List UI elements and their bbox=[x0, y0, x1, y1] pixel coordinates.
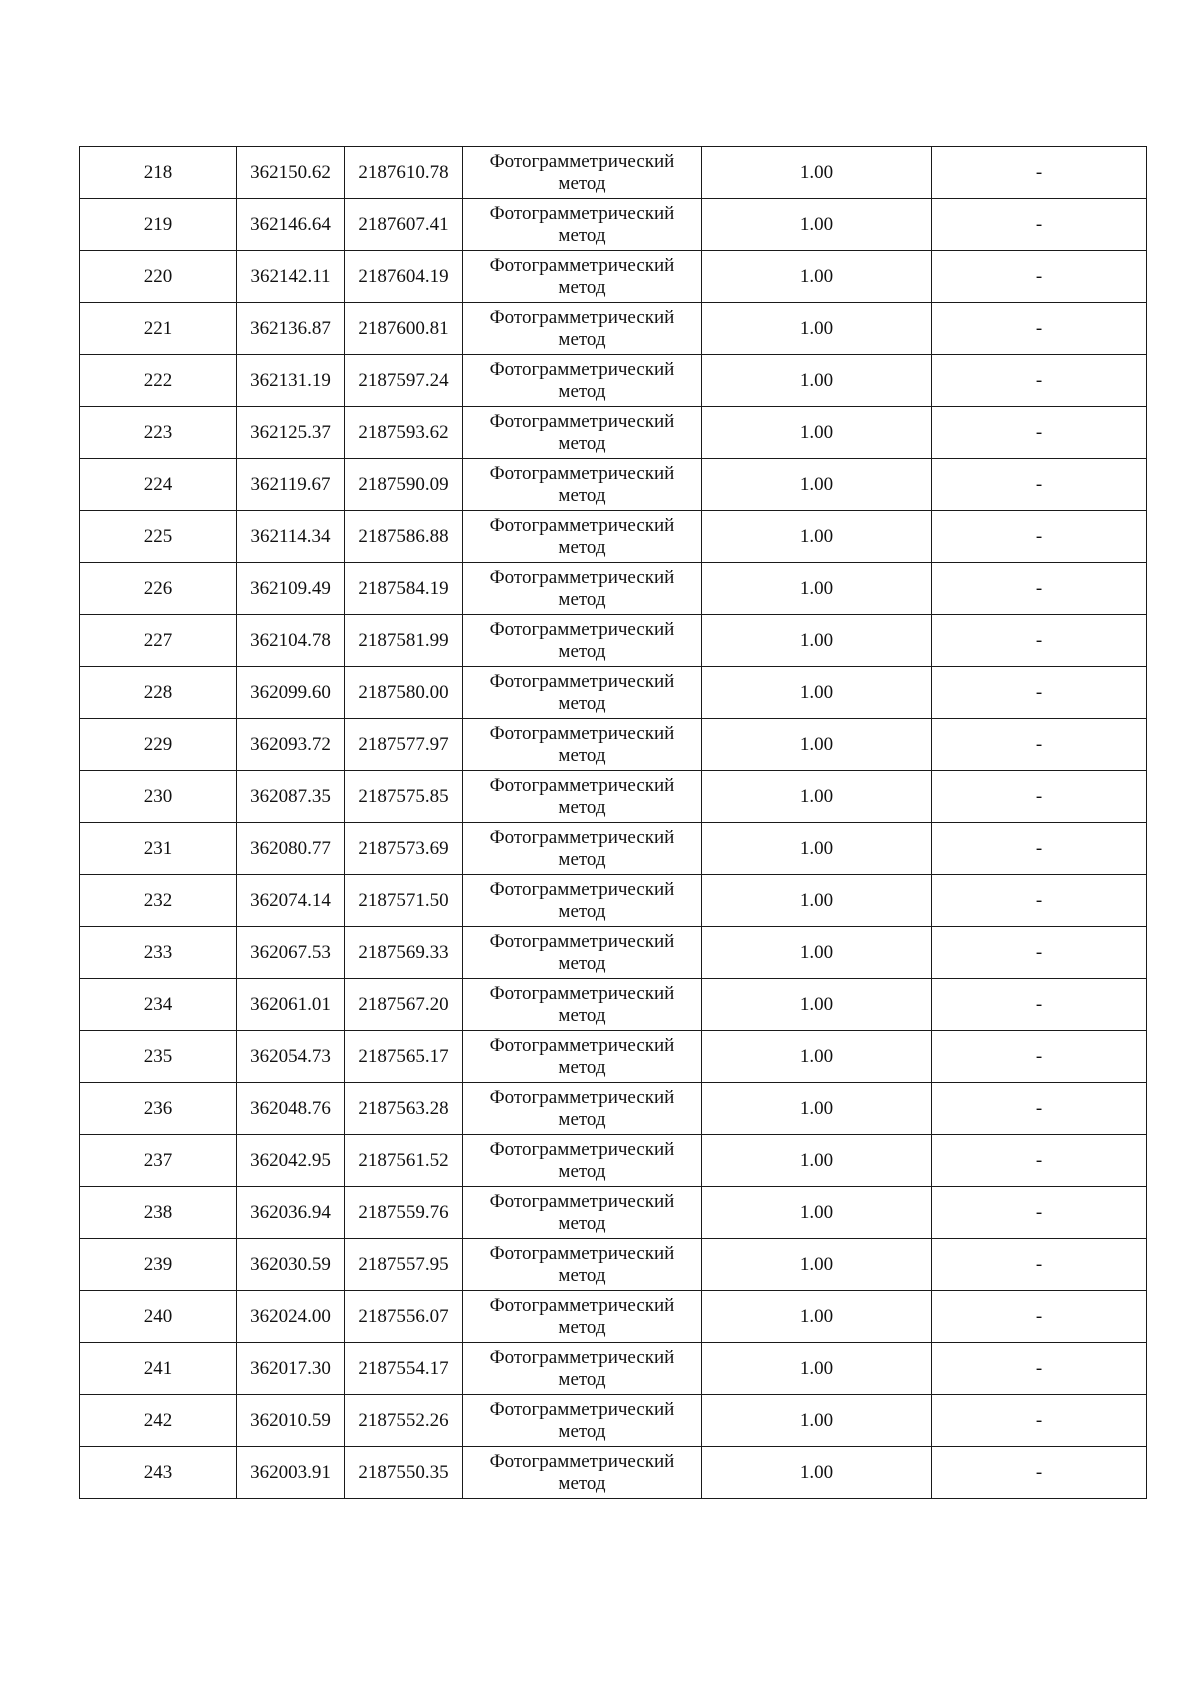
x-coordinate-cell: 362104.78 bbox=[237, 615, 345, 667]
coordinates-table bbox=[79, 146, 1147, 1499]
point-number-cell: 224 bbox=[80, 459, 237, 511]
point-number-cell: 238 bbox=[80, 1187, 237, 1239]
accuracy-cell: 1.00 bbox=[702, 1291, 932, 1343]
point-number-cell: 222 bbox=[80, 355, 237, 407]
y-coordinate-cell: 2187607.41 bbox=[345, 199, 463, 251]
y-coordinate-cell: 2187556.07 bbox=[345, 1291, 463, 1343]
method-line-2: метод bbox=[558, 952, 606, 974]
method-line-2: метод bbox=[558, 1056, 606, 1078]
note-cell: - bbox=[932, 355, 1147, 407]
y-coordinate-cell: 2187600.81 bbox=[345, 303, 463, 355]
point-number-cell: 235 bbox=[80, 1031, 237, 1083]
table-row bbox=[80, 771, 1147, 823]
note-cell: - bbox=[932, 251, 1147, 303]
accuracy-cell: 1.00 bbox=[702, 511, 932, 563]
y-coordinate-cell: 2187586.88 bbox=[345, 511, 463, 563]
table-row bbox=[80, 355, 1147, 407]
method-line-2: метод bbox=[558, 1264, 606, 1286]
accuracy-cell: 1.00 bbox=[702, 355, 932, 407]
note-cell: - bbox=[932, 407, 1147, 459]
method-line-2: метод bbox=[558, 848, 606, 870]
point-number-cell: 229 bbox=[80, 719, 237, 771]
method-cell bbox=[463, 875, 702, 927]
note-cell: - bbox=[932, 459, 1147, 511]
x-coordinate-cell: 362114.34 bbox=[237, 511, 345, 563]
method-line-2: метод bbox=[558, 1472, 606, 1494]
method-line-1: Фотограмметрический bbox=[489, 1190, 675, 1212]
accuracy-cell: 1.00 bbox=[702, 1135, 932, 1187]
table-row bbox=[80, 823, 1147, 875]
accuracy-cell: 1.00 bbox=[702, 1083, 932, 1135]
point-number-cell: 230 bbox=[80, 771, 237, 823]
point-number-cell: 220 bbox=[80, 251, 237, 303]
method-line-1: Фотограмметрический bbox=[489, 878, 675, 900]
note-cell: - bbox=[932, 979, 1147, 1031]
x-coordinate-cell: 362061.01 bbox=[237, 979, 345, 1031]
x-coordinate-cell: 362067.53 bbox=[237, 927, 345, 979]
point-number-cell: 240 bbox=[80, 1291, 237, 1343]
method-line-1: Фотограмметрический bbox=[489, 1138, 675, 1160]
y-coordinate-cell: 2187569.33 bbox=[345, 927, 463, 979]
x-coordinate-cell: 362087.35 bbox=[237, 771, 345, 823]
method-line-1: Фотограмметрический bbox=[489, 826, 675, 848]
method-line-2: метод bbox=[558, 484, 606, 506]
y-coordinate-cell: 2187575.85 bbox=[345, 771, 463, 823]
point-number-cell: 221 bbox=[80, 303, 237, 355]
method-cell bbox=[463, 771, 702, 823]
method-cell bbox=[463, 927, 702, 979]
x-coordinate-cell: 362042.95 bbox=[237, 1135, 345, 1187]
accuracy-cell: 1.00 bbox=[702, 1031, 932, 1083]
method-line-1: Фотограмметрический bbox=[489, 306, 675, 328]
table-row bbox=[80, 563, 1147, 615]
table-row bbox=[80, 511, 1147, 563]
accuracy-cell: 1.00 bbox=[702, 1343, 932, 1395]
method-line-2: метод bbox=[558, 432, 606, 454]
note-cell: - bbox=[932, 511, 1147, 563]
note-cell: - bbox=[932, 563, 1147, 615]
method-line-1: Фотограмметрический bbox=[489, 1346, 675, 1368]
accuracy-cell: 1.00 bbox=[702, 875, 932, 927]
method-cell bbox=[463, 1083, 702, 1135]
table-row bbox=[80, 719, 1147, 771]
method-line-1: Фотограмметрический bbox=[489, 722, 675, 744]
table-row bbox=[80, 407, 1147, 459]
x-coordinate-cell: 362093.72 bbox=[237, 719, 345, 771]
point-number-cell: 234 bbox=[80, 979, 237, 1031]
accuracy-cell: 1.00 bbox=[702, 1395, 932, 1447]
method-cell bbox=[463, 1187, 702, 1239]
x-coordinate-cell: 362119.67 bbox=[237, 459, 345, 511]
x-coordinate-cell: 362150.62 bbox=[237, 147, 345, 199]
accuracy-cell: 1.00 bbox=[702, 667, 932, 719]
point-number-cell: 231 bbox=[80, 823, 237, 875]
note-cell: - bbox=[932, 1135, 1147, 1187]
y-coordinate-cell: 2187565.17 bbox=[345, 1031, 463, 1083]
y-coordinate-cell: 2187590.09 bbox=[345, 459, 463, 511]
note-cell: - bbox=[932, 1083, 1147, 1135]
note-cell: - bbox=[932, 199, 1147, 251]
note-cell: - bbox=[932, 1187, 1147, 1239]
point-number-cell: 226 bbox=[80, 563, 237, 615]
note-cell: - bbox=[932, 875, 1147, 927]
method-line-2: метод bbox=[558, 640, 606, 662]
method-line-2: метод bbox=[558, 380, 606, 402]
accuracy-cell: 1.00 bbox=[702, 1187, 932, 1239]
method-cell bbox=[463, 1447, 702, 1499]
accuracy-cell: 1.00 bbox=[702, 823, 932, 875]
note-cell: - bbox=[932, 1343, 1147, 1395]
document-page bbox=[79, 146, 1146, 1499]
point-number-cell: 243 bbox=[80, 1447, 237, 1499]
method-cell bbox=[463, 979, 702, 1031]
method-cell bbox=[463, 667, 702, 719]
method-cell bbox=[463, 1031, 702, 1083]
method-line-2: метод bbox=[558, 224, 606, 246]
method-line-2: метод bbox=[558, 1212, 606, 1234]
point-number-cell: 242 bbox=[80, 1395, 237, 1447]
method-line-1: Фотограмметрический bbox=[489, 514, 675, 536]
method-line-2: метод bbox=[558, 276, 606, 298]
method-cell bbox=[463, 251, 702, 303]
y-coordinate-cell: 2187571.50 bbox=[345, 875, 463, 927]
x-coordinate-cell: 362074.14 bbox=[237, 875, 345, 927]
table-row bbox=[80, 303, 1147, 355]
accuracy-cell: 1.00 bbox=[702, 459, 932, 511]
method-cell bbox=[463, 823, 702, 875]
x-coordinate-cell: 362036.94 bbox=[237, 1187, 345, 1239]
point-number-cell: 228 bbox=[80, 667, 237, 719]
note-cell: - bbox=[932, 1291, 1147, 1343]
accuracy-cell: 1.00 bbox=[702, 563, 932, 615]
method-line-1: Фотограмметрический bbox=[489, 1450, 675, 1472]
table-row bbox=[80, 459, 1147, 511]
note-cell: - bbox=[932, 1239, 1147, 1291]
table-row bbox=[80, 199, 1147, 251]
accuracy-cell: 1.00 bbox=[702, 1447, 932, 1499]
point-number-cell: 227 bbox=[80, 615, 237, 667]
point-number-cell: 223 bbox=[80, 407, 237, 459]
method-line-1: Фотограмметрический bbox=[489, 1398, 675, 1420]
method-line-1: Фотограмметрический bbox=[489, 1034, 675, 1056]
x-coordinate-cell: 362010.59 bbox=[237, 1395, 345, 1447]
method-line-2: метод bbox=[558, 1316, 606, 1338]
method-cell bbox=[463, 1343, 702, 1395]
method-line-2: метод bbox=[558, 900, 606, 922]
method-line-1: Фотограмметрический bbox=[489, 566, 675, 588]
y-coordinate-cell: 2187577.97 bbox=[345, 719, 463, 771]
accuracy-cell: 1.00 bbox=[702, 771, 932, 823]
y-coordinate-cell: 2187557.95 bbox=[345, 1239, 463, 1291]
note-cell: - bbox=[932, 771, 1147, 823]
method-cell bbox=[463, 563, 702, 615]
method-line-1: Фотограмметрический bbox=[489, 1294, 675, 1316]
method-line-1: Фотограмметрический bbox=[489, 254, 675, 276]
y-coordinate-cell: 2187580.00 bbox=[345, 667, 463, 719]
method-cell bbox=[463, 719, 702, 771]
note-cell: - bbox=[932, 615, 1147, 667]
point-number-cell: 236 bbox=[80, 1083, 237, 1135]
y-coordinate-cell: 2187561.52 bbox=[345, 1135, 463, 1187]
method-cell bbox=[463, 147, 702, 199]
y-coordinate-cell: 2187604.19 bbox=[345, 251, 463, 303]
method-cell bbox=[463, 199, 702, 251]
x-coordinate-cell: 362054.73 bbox=[237, 1031, 345, 1083]
y-coordinate-cell: 2187593.62 bbox=[345, 407, 463, 459]
note-cell: - bbox=[932, 147, 1147, 199]
method-line-2: метод bbox=[558, 744, 606, 766]
method-line-1: Фотограмметрический bbox=[489, 1086, 675, 1108]
point-number-cell: 237 bbox=[80, 1135, 237, 1187]
y-coordinate-cell: 2187567.20 bbox=[345, 979, 463, 1031]
method-line-2: метод bbox=[558, 588, 606, 610]
method-line-1: Фотограмметрический bbox=[489, 410, 675, 432]
method-line-1: Фотограмметрический bbox=[489, 1242, 675, 1264]
table-row bbox=[80, 667, 1147, 719]
y-coordinate-cell: 2187552.26 bbox=[345, 1395, 463, 1447]
x-coordinate-cell: 362024.00 bbox=[237, 1291, 345, 1343]
accuracy-cell: 1.00 bbox=[702, 147, 932, 199]
x-coordinate-cell: 362109.49 bbox=[237, 563, 345, 615]
x-coordinate-cell: 362017.30 bbox=[237, 1343, 345, 1395]
note-cell: - bbox=[932, 719, 1147, 771]
point-number-cell: 219 bbox=[80, 199, 237, 251]
y-coordinate-cell: 2187559.76 bbox=[345, 1187, 463, 1239]
y-coordinate-cell: 2187581.99 bbox=[345, 615, 463, 667]
table-row bbox=[80, 1083, 1147, 1135]
table-row bbox=[80, 1343, 1147, 1395]
accuracy-cell: 1.00 bbox=[702, 407, 932, 459]
method-cell bbox=[463, 355, 702, 407]
table-row bbox=[80, 927, 1147, 979]
method-line-2: метод bbox=[558, 172, 606, 194]
table-row bbox=[80, 147, 1147, 199]
method-cell bbox=[463, 1239, 702, 1291]
method-line-2: метод bbox=[558, 692, 606, 714]
x-coordinate-cell: 362003.91 bbox=[237, 1447, 345, 1499]
y-coordinate-cell: 2187597.24 bbox=[345, 355, 463, 407]
method-line-2: метод bbox=[558, 796, 606, 818]
point-number-cell: 241 bbox=[80, 1343, 237, 1395]
method-cell bbox=[463, 303, 702, 355]
note-cell: - bbox=[932, 1395, 1147, 1447]
point-number-cell: 233 bbox=[80, 927, 237, 979]
accuracy-cell: 1.00 bbox=[702, 719, 932, 771]
point-number-cell: 232 bbox=[80, 875, 237, 927]
y-coordinate-cell: 2187550.35 bbox=[345, 1447, 463, 1499]
method-cell bbox=[463, 459, 702, 511]
method-line-1: Фотограмметрический bbox=[489, 462, 675, 484]
note-cell: - bbox=[932, 1447, 1147, 1499]
accuracy-cell: 1.00 bbox=[702, 927, 932, 979]
method-line-1: Фотограмметрический bbox=[489, 202, 675, 224]
y-coordinate-cell: 2187573.69 bbox=[345, 823, 463, 875]
method-line-1: Фотограмметрический bbox=[489, 930, 675, 952]
method-line-1: Фотограмметрический bbox=[489, 150, 675, 172]
table-row bbox=[80, 251, 1147, 303]
point-number-cell: 225 bbox=[80, 511, 237, 563]
method-cell bbox=[463, 615, 702, 667]
x-coordinate-cell: 362030.59 bbox=[237, 1239, 345, 1291]
y-coordinate-cell: 2187554.17 bbox=[345, 1343, 463, 1395]
method-line-1: Фотограмметрический bbox=[489, 670, 675, 692]
method-cell bbox=[463, 1135, 702, 1187]
method-line-1: Фотограмметрический bbox=[489, 618, 675, 640]
note-cell: - bbox=[932, 303, 1147, 355]
note-cell: - bbox=[932, 667, 1147, 719]
accuracy-cell: 1.00 bbox=[702, 615, 932, 667]
method-cell bbox=[463, 407, 702, 459]
method-line-1: Фотограмметрический bbox=[489, 982, 675, 1004]
table-row bbox=[80, 875, 1147, 927]
x-coordinate-cell: 362080.77 bbox=[237, 823, 345, 875]
table-row bbox=[80, 1447, 1147, 1499]
note-cell: - bbox=[932, 823, 1147, 875]
accuracy-cell: 1.00 bbox=[702, 1239, 932, 1291]
method-line-2: метод bbox=[558, 1420, 606, 1442]
coordinates-table-body bbox=[80, 147, 1147, 1499]
x-coordinate-cell: 362131.19 bbox=[237, 355, 345, 407]
table-row bbox=[80, 1187, 1147, 1239]
x-coordinate-cell: 362099.60 bbox=[237, 667, 345, 719]
y-coordinate-cell: 2187584.19 bbox=[345, 563, 463, 615]
method-line-2: метод bbox=[558, 1368, 606, 1390]
method-cell bbox=[463, 1291, 702, 1343]
point-number-cell: 239 bbox=[80, 1239, 237, 1291]
method-line-1: Фотограмметрический bbox=[489, 358, 675, 380]
accuracy-cell: 1.00 bbox=[702, 199, 932, 251]
note-cell: - bbox=[932, 927, 1147, 979]
table-row bbox=[80, 1291, 1147, 1343]
point-number-cell: 218 bbox=[80, 147, 237, 199]
method-line-2: метод bbox=[558, 328, 606, 350]
accuracy-cell: 1.00 bbox=[702, 251, 932, 303]
method-line-2: метод bbox=[558, 536, 606, 558]
accuracy-cell: 1.00 bbox=[702, 303, 932, 355]
method-cell bbox=[463, 1395, 702, 1447]
method-line-2: метод bbox=[558, 1160, 606, 1182]
table-row bbox=[80, 1395, 1147, 1447]
x-coordinate-cell: 362125.37 bbox=[237, 407, 345, 459]
method-cell bbox=[463, 511, 702, 563]
note-cell: - bbox=[932, 1031, 1147, 1083]
method-line-2: метод bbox=[558, 1004, 606, 1026]
y-coordinate-cell: 2187610.78 bbox=[345, 147, 463, 199]
table-row bbox=[80, 1239, 1147, 1291]
x-coordinate-cell: 362146.64 bbox=[237, 199, 345, 251]
method-line-1: Фотограмметрический bbox=[489, 774, 675, 796]
table-row bbox=[80, 1135, 1147, 1187]
table-row bbox=[80, 1031, 1147, 1083]
accuracy-cell: 1.00 bbox=[702, 979, 932, 1031]
x-coordinate-cell: 362048.76 bbox=[237, 1083, 345, 1135]
method-line-2: метод bbox=[558, 1108, 606, 1130]
x-coordinate-cell: 362142.11 bbox=[237, 251, 345, 303]
table-row bbox=[80, 615, 1147, 667]
y-coordinate-cell: 2187563.28 bbox=[345, 1083, 463, 1135]
table-row bbox=[80, 979, 1147, 1031]
x-coordinate-cell: 362136.87 bbox=[237, 303, 345, 355]
